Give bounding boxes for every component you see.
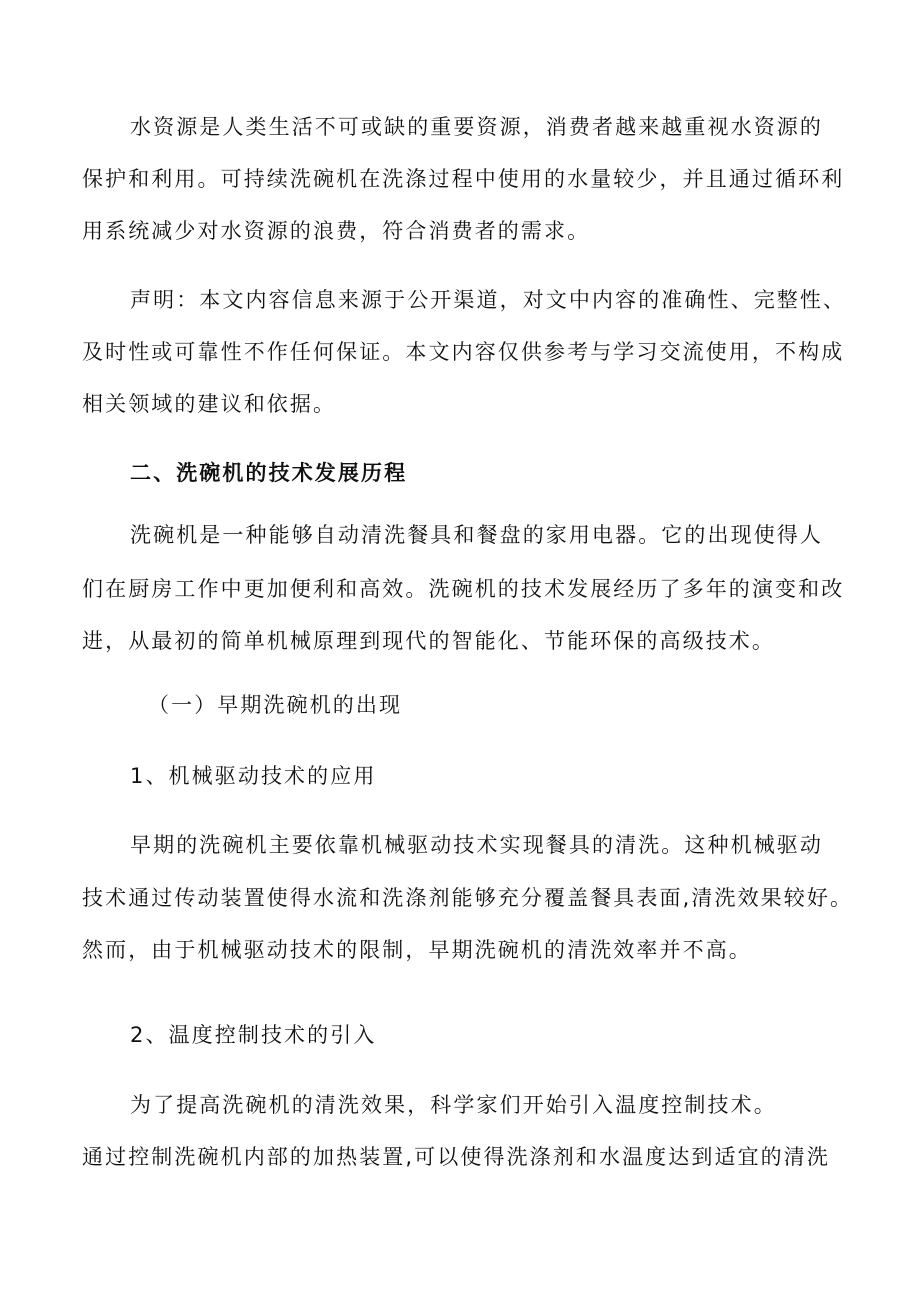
paragraph-disclaimer-line-1: 声明：本文内容信息来源于公开渠道，对文中内容的准确性、完整性、	[130, 288, 847, 312]
paragraph-intro-line-3: 进，从最初的简单机械原理到现代的智能化、节能环保的高级技术。	[82, 629, 775, 653]
subsubsection-heading-2: 2、温度控制技术的引入	[130, 1023, 377, 1047]
paragraph-water-line-3: 用系统减少对水资源的浪费，符合消费者的需求。	[82, 219, 591, 243]
subsection-heading: （一）早期洗碗机的出现	[148, 693, 403, 717]
paragraph-disclaimer-line-3: 相关领域的建议和依据。	[82, 392, 337, 416]
subsubsection-heading-1: 1、机械驱动技术的应用	[130, 764, 377, 788]
paragraph-mechanical-line-3: 然而，由于机械驱动技术的限制，早期洗碗机的清洗效率并不高。	[82, 938, 752, 962]
paragraph-mechanical-line-1: 早期的洗碗机主要依靠机械驱动技术实现餐具的清洗。这种机械驱动	[130, 833, 823, 857]
section-heading: 二、洗碗机的技术发展历程	[130, 461, 408, 485]
paragraph-mechanical-line-2: 技术通过传动装置使得水流和洗涤剂能够充分覆盖餐具表面,清洗效果较好。	[82, 886, 854, 910]
paragraph-water-line-1: 水资源是人类生活不可或缺的重要资源，消费者越来越重视水资源的	[130, 115, 823, 139]
paragraph-intro-line-2: 们在厨房工作中更加便利和高效。洗碗机的技术发展经历了多年的演变和改	[82, 577, 845, 601]
paragraph-temperature-line-1: 为了提高洗碗机的清洗效果，科学家们开始引入温度控制技术。	[130, 1093, 777, 1117]
paragraph-temperature-line-2: 通过控制洗碗机内部的加热装置,可以使得洗涤剂和水温度达到适宜的清洗	[82, 1145, 830, 1169]
paragraph-disclaimer-line-2: 及时性或可靠性不作任何保证。本文内容仅供参考与学习交流使用，不构成	[82, 340, 845, 364]
paragraph-intro-line-1: 洗碗机是一种能够自动清洗餐具和餐盘的家用电器。它的出现使得人	[130, 523, 823, 547]
paragraph-water-line-2: 保护和利用。可持续洗碗机在洗涤过程中使用的水量较少，并且通过循环利	[82, 167, 845, 191]
